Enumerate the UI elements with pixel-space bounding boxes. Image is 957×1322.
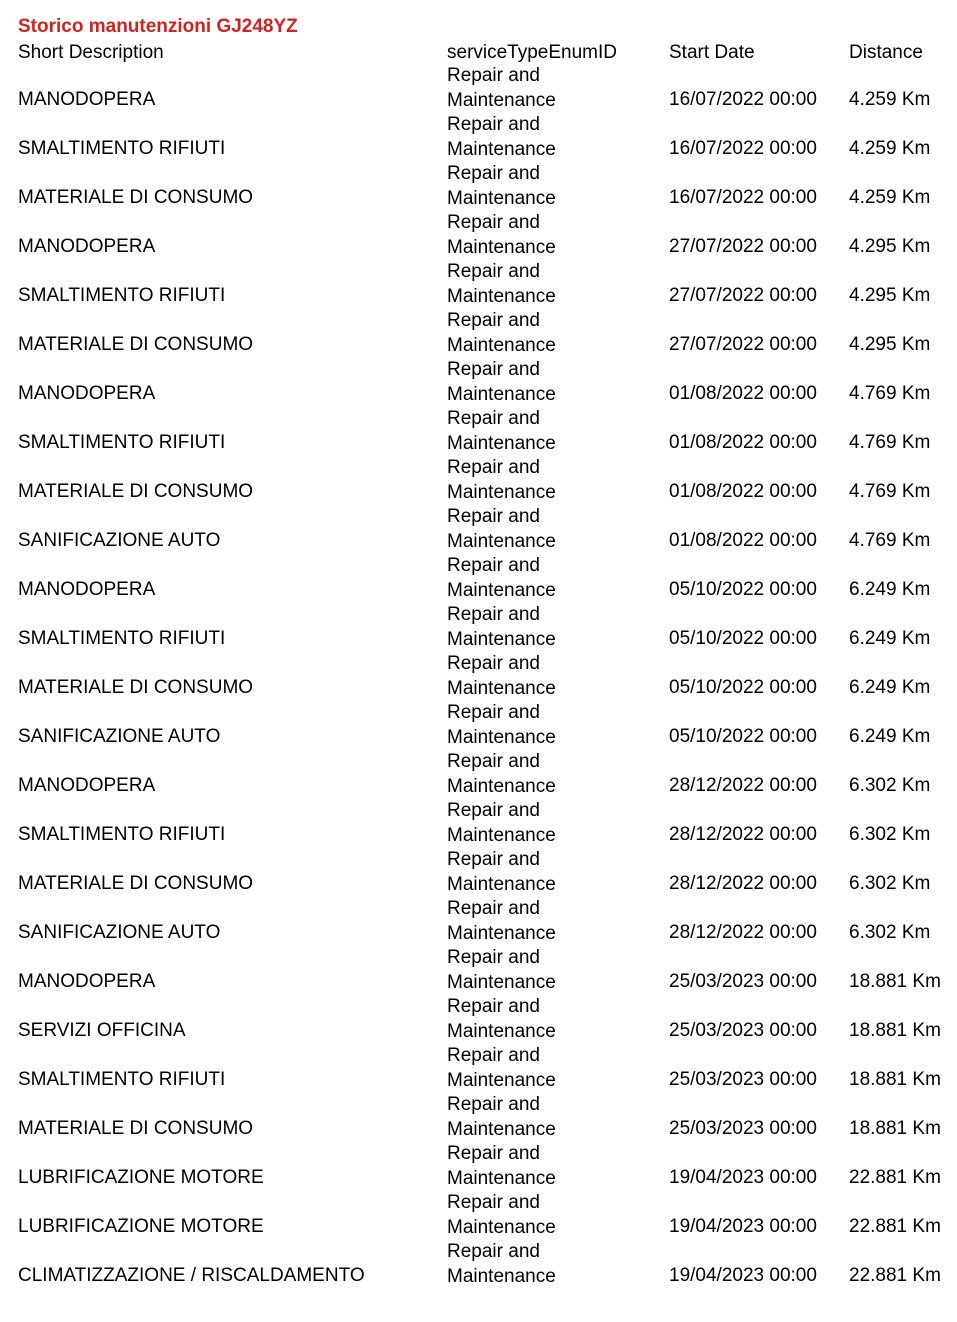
cell-service-type-line1: Repair and bbox=[447, 800, 540, 821]
cell-service-type-line2: Maintenance bbox=[447, 1069, 556, 1091]
cell-service-type-line2: Maintenance bbox=[447, 726, 556, 748]
cell-service-type-line2: Maintenance bbox=[447, 1216, 556, 1238]
cell-short-description: MANODOPERA bbox=[18, 89, 156, 110]
cell-service-type-line2: Maintenance bbox=[447, 481, 556, 503]
cell-start-date: 25/03/2023 00:00 bbox=[669, 1020, 817, 1041]
cell-service-type-line2: Maintenance bbox=[447, 922, 556, 944]
cell-distance: 4.769 Km bbox=[849, 481, 931, 502]
cell-service-type bbox=[447, 162, 556, 211]
cell-short-description: MATERIALE DI CONSUMO bbox=[18, 677, 254, 698]
cell-service-type-line2: Maintenance bbox=[447, 89, 556, 111]
table-row bbox=[0, 799, 957, 848]
cell-distance: 22.881 Km bbox=[849, 1216, 941, 1237]
cell-start-date: 28/12/2022 00:00 bbox=[669, 775, 817, 796]
header-short-description: Short Description bbox=[18, 42, 164, 63]
table-row bbox=[0, 358, 957, 407]
cell-service-type bbox=[447, 554, 556, 603]
table-row bbox=[0, 701, 957, 750]
cell-distance: 18.881 Km bbox=[849, 1118, 941, 1139]
cell-distance: 4.259 Km bbox=[849, 138, 931, 159]
cell-service-type-line2: Maintenance bbox=[447, 383, 556, 405]
table-row bbox=[0, 1044, 957, 1093]
cell-service-type-line1: Repair and bbox=[447, 1143, 540, 1164]
cell-service-type-line1: Repair and bbox=[447, 751, 540, 772]
cell-service-type-line2: Maintenance bbox=[447, 187, 556, 209]
cell-service-type-line1: Repair and bbox=[447, 604, 540, 625]
cell-service-type-line1: Repair and bbox=[447, 212, 540, 233]
cell-service-type-line1: Repair and bbox=[447, 457, 540, 478]
cell-distance: 22.881 Km bbox=[849, 1265, 941, 1286]
cell-service-type bbox=[447, 358, 556, 407]
cell-start-date: 16/07/2022 00:00 bbox=[669, 138, 817, 159]
cell-service-type-line2: Maintenance bbox=[447, 334, 556, 356]
cell-service-type-line1: Repair and bbox=[447, 1045, 540, 1066]
cell-service-type-line1: Repair and bbox=[447, 996, 540, 1017]
cell-service-type-line2: Maintenance bbox=[447, 775, 556, 797]
cell-start-date: 19/04/2023 00:00 bbox=[669, 1216, 817, 1237]
cell-service-type bbox=[447, 1191, 556, 1240]
cell-distance: 4.295 Km bbox=[849, 334, 931, 355]
cell-distance: 6.302 Km bbox=[849, 873, 931, 894]
cell-service-type-line1: Repair and bbox=[447, 702, 540, 723]
cell-short-description: SMALTIMENTO RIFIUTI bbox=[18, 138, 226, 159]
cell-short-description: SERVIZI OFFICINA bbox=[18, 1020, 186, 1041]
table-row bbox=[0, 309, 957, 358]
cell-service-type-line2: Maintenance bbox=[447, 236, 556, 258]
cell-start-date: 28/12/2022 00:00 bbox=[669, 873, 817, 894]
cell-short-description: SANIFICAZIONE AUTO bbox=[18, 530, 221, 551]
cell-service-type bbox=[447, 1240, 556, 1289]
cell-start-date: 19/04/2023 00:00 bbox=[669, 1265, 817, 1286]
cell-short-description: SMALTIMENTO RIFIUTI bbox=[18, 824, 226, 845]
cell-service-type-line1: Repair and bbox=[447, 653, 540, 674]
table-row bbox=[0, 1191, 957, 1240]
cell-short-description: MATERIALE DI CONSUMO bbox=[18, 481, 254, 502]
cell-service-type bbox=[447, 995, 556, 1044]
cell-start-date: 05/10/2022 00:00 bbox=[669, 579, 817, 600]
cell-short-description: MATERIALE DI CONSUMO bbox=[18, 187, 254, 208]
cell-service-type bbox=[447, 113, 556, 162]
cell-service-type-line1: Repair and bbox=[447, 408, 540, 429]
table-row bbox=[0, 260, 957, 309]
cell-service-type bbox=[447, 750, 556, 799]
cell-service-type-line2: Maintenance bbox=[447, 432, 556, 454]
cell-start-date: 25/03/2023 00:00 bbox=[669, 971, 817, 992]
cell-service-type bbox=[447, 946, 556, 995]
cell-service-type-line1: Repair and bbox=[447, 898, 540, 919]
cell-service-type bbox=[447, 897, 556, 946]
table-row bbox=[0, 407, 957, 456]
cell-distance: 4.769 Km bbox=[849, 383, 931, 404]
table-row bbox=[0, 1093, 957, 1142]
cell-service-type bbox=[447, 1093, 556, 1142]
cell-distance: 6.302 Km bbox=[849, 775, 931, 796]
cell-distance: 6.302 Km bbox=[849, 922, 931, 943]
cell-service-type-line2: Maintenance bbox=[447, 285, 556, 307]
cell-service-type bbox=[447, 64, 556, 113]
cell-short-description: MANODOPERA bbox=[18, 971, 156, 992]
table-row bbox=[0, 162, 957, 211]
cell-start-date: 27/07/2022 00:00 bbox=[669, 334, 817, 355]
cell-service-type-line2: Maintenance bbox=[447, 1167, 556, 1189]
table-row bbox=[0, 456, 957, 505]
table-row bbox=[0, 848, 957, 897]
cell-service-type-line1: Repair and bbox=[447, 114, 540, 135]
cell-service-type bbox=[447, 1142, 556, 1191]
cell-short-description: MANODOPERA bbox=[18, 383, 156, 404]
cell-distance: 6.249 Km bbox=[849, 677, 931, 698]
maintenance-table-body bbox=[0, 64, 957, 1289]
cell-service-type-line1: Repair and bbox=[447, 310, 540, 331]
cell-service-type-line1: Repair and bbox=[447, 555, 540, 576]
cell-start-date: 19/04/2023 00:00 bbox=[669, 1167, 817, 1188]
cell-service-type-line2: Maintenance bbox=[447, 1020, 556, 1042]
table-row bbox=[0, 995, 957, 1044]
cell-short-description: SANIFICAZIONE AUTO bbox=[18, 922, 221, 943]
cell-service-type bbox=[447, 505, 556, 554]
cell-distance: 4.259 Km bbox=[849, 89, 931, 110]
cell-service-type-line2: Maintenance bbox=[447, 138, 556, 160]
cell-service-type-line1: Repair and bbox=[447, 359, 540, 380]
cell-service-type-line2: Maintenance bbox=[447, 530, 556, 552]
cell-short-description: MATERIALE DI CONSUMO bbox=[18, 873, 254, 894]
table-row bbox=[0, 897, 957, 946]
table-header bbox=[0, 41, 957, 65]
cell-start-date: 01/08/2022 00:00 bbox=[669, 432, 817, 453]
cell-start-date: 27/07/2022 00:00 bbox=[669, 285, 817, 306]
cell-service-type-line2: Maintenance bbox=[447, 579, 556, 601]
cell-service-type-line1: Repair and bbox=[447, 163, 540, 184]
cell-short-description: CLIMATIZZAZIONE / RISCALDAMENTO bbox=[18, 1265, 365, 1286]
cell-service-type bbox=[447, 260, 556, 309]
cell-start-date: 05/10/2022 00:00 bbox=[669, 677, 817, 698]
cell-distance: 18.881 Km bbox=[849, 1020, 941, 1041]
cell-short-description: MANODOPERA bbox=[18, 236, 156, 257]
cell-service-type bbox=[447, 1044, 556, 1093]
cell-start-date: 28/12/2022 00:00 bbox=[669, 824, 817, 845]
cell-start-date: 05/10/2022 00:00 bbox=[669, 726, 817, 747]
cell-service-type-line2: Maintenance bbox=[447, 628, 556, 650]
cell-start-date: 01/08/2022 00:00 bbox=[669, 383, 817, 404]
cell-start-date: 05/10/2022 00:00 bbox=[669, 628, 817, 649]
cell-service-type-line2: Maintenance bbox=[447, 1118, 556, 1140]
cell-start-date: 01/08/2022 00:00 bbox=[669, 481, 817, 502]
cell-short-description: LUBRIFICAZIONE MOTORE bbox=[18, 1216, 264, 1237]
cell-short-description: SMALTIMENTO RIFIUTI bbox=[18, 628, 226, 649]
table-row bbox=[0, 652, 957, 701]
cell-service-type bbox=[447, 407, 556, 456]
cell-service-type bbox=[447, 799, 556, 848]
cell-service-type-line2: Maintenance bbox=[447, 824, 556, 846]
cell-service-type-line2: Maintenance bbox=[447, 677, 556, 699]
header-start-date: Start Date bbox=[669, 42, 755, 63]
header-distance: Distance bbox=[849, 42, 923, 63]
cell-distance: 4.769 Km bbox=[849, 432, 931, 453]
cell-service-type-line1: Repair and bbox=[447, 1241, 540, 1262]
cell-distance: 4.769 Km bbox=[849, 530, 931, 551]
table-row bbox=[0, 946, 957, 995]
cell-service-type-line1: Repair and bbox=[447, 1094, 540, 1115]
page-title: Storico manutenzioni GJ248YZ bbox=[18, 16, 298, 37]
table-row bbox=[0, 113, 957, 162]
cell-service-type bbox=[447, 603, 556, 652]
cell-distance: 4.295 Km bbox=[849, 285, 931, 306]
cell-start-date: 28/12/2022 00:00 bbox=[669, 922, 817, 943]
table-row bbox=[0, 505, 957, 554]
cell-start-date: 01/08/2022 00:00 bbox=[669, 530, 817, 551]
cell-distance: 6.249 Km bbox=[849, 579, 931, 600]
cell-short-description: SMALTIMENTO RIFIUTI bbox=[18, 1069, 226, 1090]
cell-distance: 18.881 Km bbox=[849, 1069, 941, 1090]
cell-distance: 6.249 Km bbox=[849, 628, 931, 649]
cell-service-type-line2: Maintenance bbox=[447, 971, 556, 993]
cell-short-description: SANIFICAZIONE AUTO bbox=[18, 726, 221, 747]
cell-service-type bbox=[447, 848, 556, 897]
cell-short-description: LUBRIFICAZIONE MOTORE bbox=[18, 1167, 264, 1188]
cell-short-description: MATERIALE DI CONSUMO bbox=[18, 334, 254, 355]
table-row bbox=[0, 211, 957, 260]
cell-service-type-line1: Repair and bbox=[447, 506, 540, 527]
cell-service-type-line1: Repair and bbox=[447, 849, 540, 870]
table-row bbox=[0, 1240, 957, 1289]
cell-short-description: SMALTIMENTO RIFIUTI bbox=[18, 432, 226, 453]
cell-distance: 6.302 Km bbox=[849, 824, 931, 845]
table-row bbox=[0, 1142, 957, 1191]
cell-service-type-line2: Maintenance bbox=[447, 873, 556, 895]
header-service-type: serviceTypeEnumID bbox=[447, 42, 618, 63]
cell-service-type-line1: Repair and bbox=[447, 65, 540, 86]
cell-distance: 22.881 Km bbox=[849, 1167, 941, 1188]
cell-start-date: 25/03/2023 00:00 bbox=[669, 1118, 817, 1139]
cell-start-date: 27/07/2022 00:00 bbox=[669, 236, 817, 257]
cell-short-description: SMALTIMENTO RIFIUTI bbox=[18, 285, 226, 306]
cell-service-type bbox=[447, 456, 556, 505]
table-row bbox=[0, 750, 957, 799]
cell-start-date: 25/03/2023 00:00 bbox=[669, 1069, 817, 1090]
cell-start-date: 16/07/2022 00:00 bbox=[669, 187, 817, 208]
table-row bbox=[0, 554, 957, 603]
cell-service-type bbox=[447, 309, 556, 358]
table-row bbox=[0, 603, 957, 652]
cell-start-date: 16/07/2022 00:00 bbox=[669, 89, 817, 110]
cell-short-description: MANODOPERA bbox=[18, 579, 156, 600]
cell-service-type-line1: Repair and bbox=[447, 947, 540, 968]
cell-service-type-line1: Repair and bbox=[447, 261, 540, 282]
cell-service-type-line2: Maintenance bbox=[447, 1265, 556, 1287]
cell-short-description: MANODOPERA bbox=[18, 775, 156, 796]
cell-distance: 6.249 Km bbox=[849, 726, 931, 747]
cell-distance: 4.259 Km bbox=[849, 187, 931, 208]
cell-distance: 18.881 Km bbox=[849, 971, 941, 992]
cell-service-type bbox=[447, 211, 556, 260]
cell-service-type bbox=[447, 701, 556, 750]
table-row bbox=[0, 64, 957, 113]
cell-short-description: MATERIALE DI CONSUMO bbox=[18, 1118, 254, 1139]
cell-distance: 4.295 Km bbox=[849, 236, 931, 257]
cell-service-type bbox=[447, 652, 556, 701]
cell-service-type-line1: Repair and bbox=[447, 1192, 540, 1213]
